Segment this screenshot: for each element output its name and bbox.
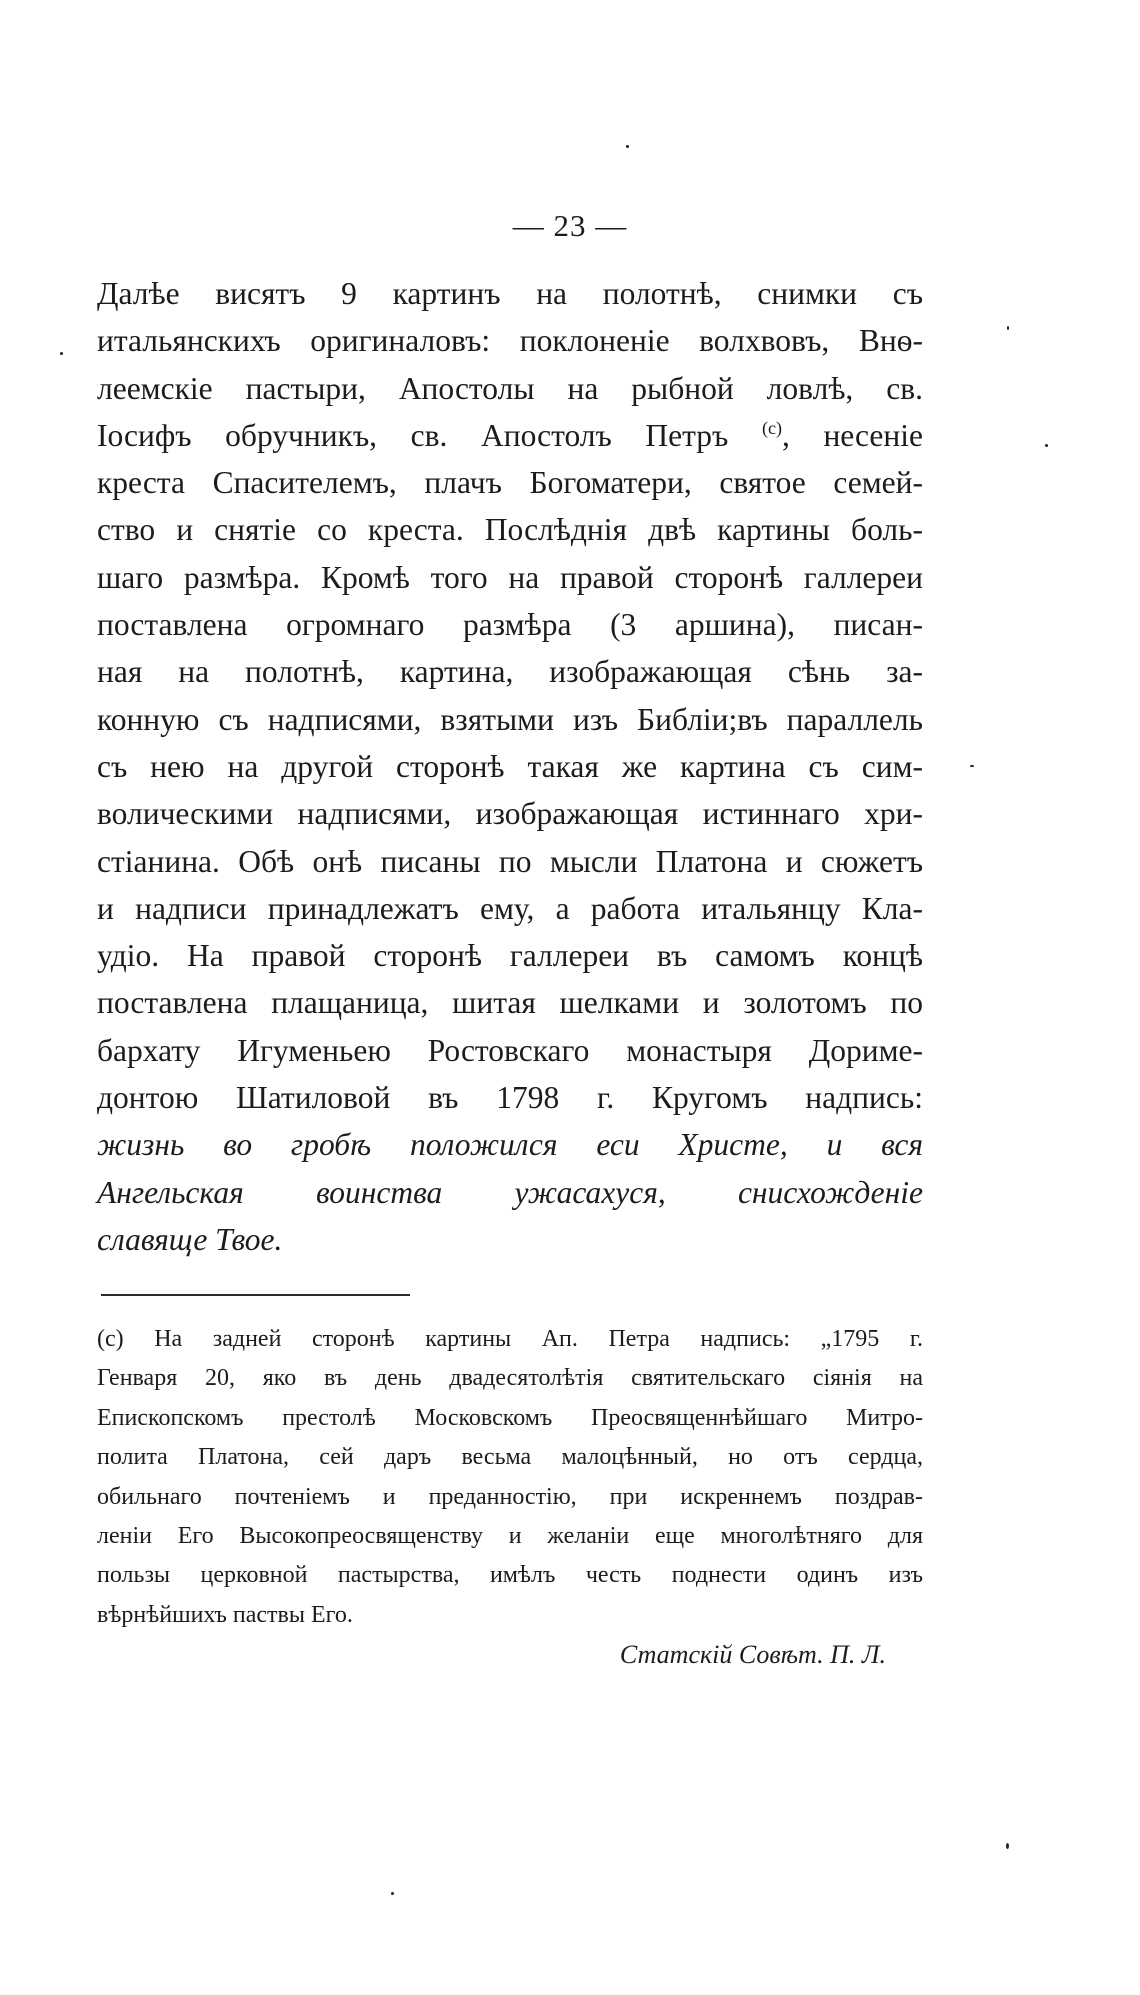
text-line: ство и снятіе со креста. Послѣднія двѣ картины боль- (97, 512, 923, 548)
footnote-signature: Статскій Совѣт. П. Л. (619, 1640, 886, 1669)
text-line: донтою Шатиловой въ 1798 г. Кругомъ надпись: (97, 1080, 923, 1116)
page-number: — 23 — (512, 208, 628, 243)
footnote-divider (101, 1294, 410, 1296)
text-line: Далѣе висятъ 9 картинъ на полотнѣ, снимки съ (97, 276, 923, 311)
text-line: ная на полотнѣ, картина, изображающая сѣнь за- (97, 654, 923, 690)
text-line: леемскіе пастыри, Апостолы на рыбной ловлѣ, св. (97, 370, 923, 406)
main-text-block (97, 270, 923, 1263)
text-line: креста Спасителемъ, плачъ Богоматери, святое семей- (97, 465, 923, 501)
text-line: конную съ надписями, взятыми изъ Библіи;въ параллель (97, 701, 923, 737)
text-line-with-note-ref (97, 412, 923, 459)
footnote-line: полита Платона, сей даръ весьма малоцѣнный, но отъ сердца, (97, 1444, 923, 1471)
italic-text-line: Ангельская воинства ужасахуся, снисхожденіе (97, 1174, 923, 1210)
italic-text-line: славяще Твое. (97, 1221, 283, 1257)
italic-text-line: жизнь во гробѣ положился еси Христе, и вся (97, 1127, 923, 1163)
scan-speck (970, 765, 974, 767)
footnote-line: Епископскомъ престолѣ Московскомъ Преосвященнѣйшаго Митро- (97, 1404, 923, 1431)
footnote-line: пользы церковной пастырства, имѣлъ честь поднести одинъ изъ (97, 1562, 923, 1589)
scan-speck (60, 352, 63, 355)
text-line: волическими надписями, изображающая истиннаго хри- (97, 796, 923, 832)
scan-speck (626, 145, 629, 148)
text-line: съ нею на другой сторонѣ такая же картина съ сим- (97, 748, 923, 784)
text-line: поставлена плащаница, шитая шелками и золотомъ по (97, 985, 923, 1021)
footnote-line: Генваря 20, яко въ день двадесятолѣтія святительскаго сіянія на (97, 1365, 923, 1392)
text-line: и надписи принадлежатъ ему, а работа итальянцу Кла- (97, 890, 923, 926)
footnote-line: обильнаго почтеніемъ и преданностію, при искреннемъ поздрав- (97, 1483, 923, 1510)
footnote-line: вѣрнѣйшихъ паствы Его. (97, 1601, 353, 1628)
scan-speck (1045, 444, 1048, 447)
footnote-reference: (c) (761, 417, 782, 438)
footnote-line: леніи Его Высокопреосвященству и желаніи еще многолѣтняго для (97, 1523, 923, 1550)
text-segment: Іосифъ обручникъ, св. Апостолъ Петръ (97, 417, 729, 453)
scan-speck (1007, 326, 1009, 330)
footnote-block (97, 1320, 923, 1635)
text-line: итальянскихъ оригиналовъ: поклоненіе волхвовъ, Внѳ- (97, 323, 923, 359)
text-line: бархату Игуменьею Ростовскаго монастыря Доримe- (97, 1032, 923, 1068)
text-line: поставлена огромнаго размѣра (3 аршина), писан- (97, 607, 923, 643)
scan-speck (391, 1892, 394, 1895)
text-line: удіо. На правой сторонѣ галлереи въ самомъ концѣ (97, 938, 923, 974)
text-line: стіанина. Обѣ онѣ писаны по мысли Платона и сюжетъ (97, 843, 923, 879)
scan-speck (1006, 1843, 1009, 1849)
footnote-line: (c) На задней сторонѣ картины Ап. Петра надпись: „1795 г. (97, 1326, 923, 1352)
text-segment: , несеніе (781, 417, 923, 453)
text-line: шаго размѣра. Кромѣ того на правой сторонѣ галлереи (97, 559, 923, 595)
